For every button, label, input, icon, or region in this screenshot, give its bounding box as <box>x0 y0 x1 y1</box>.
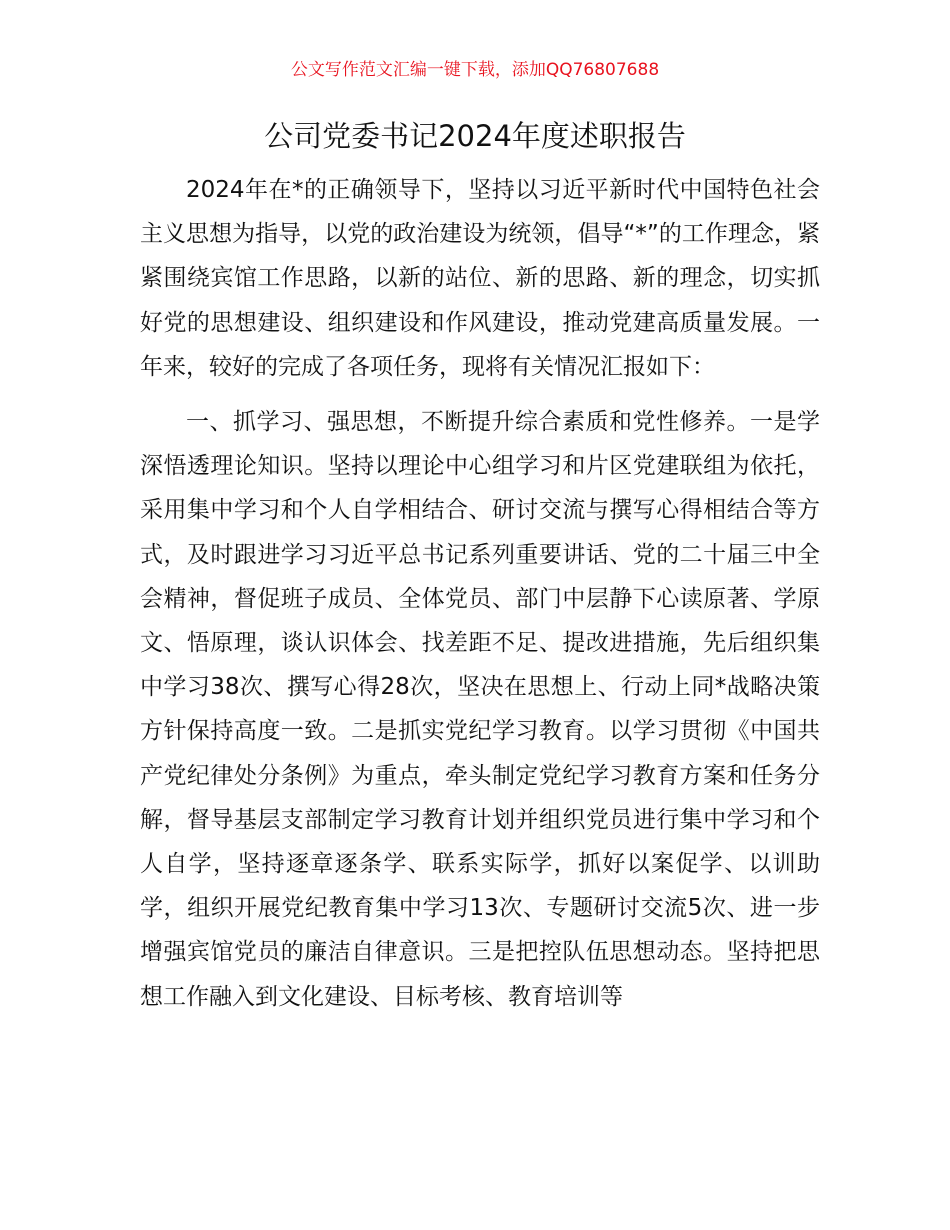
section-one-paragraph: 一、抓学习、强思想，不断提升综合素质和党性修养。一是学深悟透理论知识。坚持以理论中心组学习和片区党建联组为依托，采用集中学习和个人自学相结合、研讨交流与撰写心得相结合等方式，及时跟进学习习近平总书记系列重要讲话、党的二十届三中全会精神，督促班子成员、全体党员、部门中层静下心读原著、学原文、悟原理，谈认识体会、找差距不足、提改进措施，先后组织集中学习38次、撰写心得28次，坚决在思想上、行动上同*战略决策方针保持高度一致。二是抓实党纪学习教育。以学习贯彻《中国共产党纪律处分条例》为重点，牵头制定党纪学习教育方案和任务分解，督导基层支部制定学习教育计划并组织党员进行集中学习和个人自学，坚持逐章逐条学、联系实际学，抓好以案促学、以训助学，组织开展党纪教育集中学习13次、专题研讨交流5次、进一步增强宾馆党员的廉洁自律意识。三是把控队伍思想动态。坚持把思想工作融入到文化建设、目标考核、教育培训等 <box>140 409 820 1010</box>
document-title: 公司党委书记2024年度述职报告 <box>264 119 686 153</box>
intro-paragraph: 2024年在*的正确领导下，坚持以习近平新时代中国特色社会主义思想为指导，以党的政治建设为统领，倡导“*”的工作理念，紧紧围绕宾馆工作思路，以新的站位、新的思路、新的理念，切实抓好党的思想建设、组织建设和作风建设，推动党建高质量发展。一年来，较好的完成了各项任务，现将有关情况汇报如下： <box>140 177 820 380</box>
document-body <box>140 168 820 1030</box>
download-promo-header: 公文写作范文汇编一键下载，添加QQ76807688 <box>290 60 660 80</box>
